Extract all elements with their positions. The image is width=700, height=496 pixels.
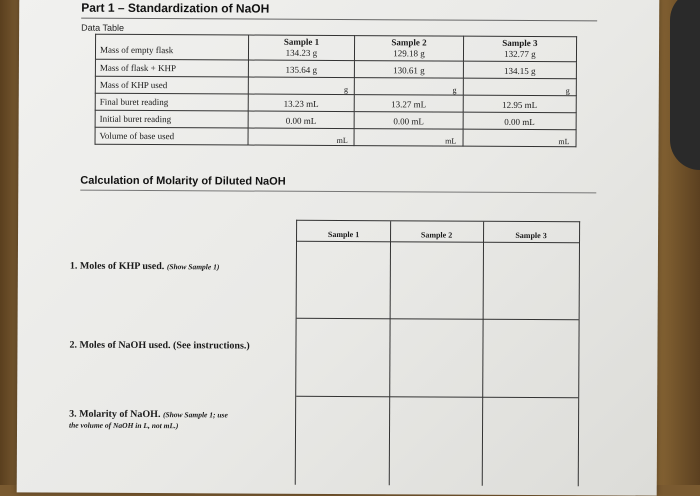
table-value: 0.00 mL xyxy=(285,115,317,126)
unit-label: g xyxy=(565,86,570,96)
table-cell-label: Initial buret reading xyxy=(95,110,248,128)
question-3: 3. Molarity of NaOH. (Show Sample 1; use the volume of NaOH in L, not mL.) xyxy=(69,408,228,431)
table-value: 130.61 g xyxy=(393,65,425,76)
table-value xyxy=(252,133,350,134)
unit-label: mL xyxy=(558,137,570,147)
table-value: 134.23 g xyxy=(285,47,318,58)
table-cell xyxy=(248,128,355,146)
table-row xyxy=(95,59,576,79)
table-cell xyxy=(248,94,355,112)
phone-edge xyxy=(670,0,700,170)
table-cell xyxy=(355,61,464,79)
table-value: 13.27 mL xyxy=(391,99,427,110)
table-value: 134.15 g xyxy=(503,65,536,77)
table-cell xyxy=(248,60,355,78)
part-title: Part 1 – Standardization of NaOH xyxy=(81,0,270,16)
worksheet-page xyxy=(17,0,660,496)
unit-label: g xyxy=(452,85,457,95)
table-cell-label: Final buret reading xyxy=(95,93,248,111)
table-value xyxy=(252,82,350,83)
grid-line xyxy=(297,318,579,320)
calc-header-sample-1: Sample 1 xyxy=(327,229,360,240)
table-row xyxy=(95,127,576,147)
table-cell xyxy=(248,77,355,95)
table-cell xyxy=(463,95,576,113)
table-cell-label: Mass of flask + KHP xyxy=(95,59,248,77)
table-cell xyxy=(463,61,576,79)
grid-line xyxy=(389,221,391,485)
question-1: 1. Moles of KHP used. (Show Sample 1) xyxy=(69,260,220,273)
table-cell xyxy=(463,36,576,62)
table-cell xyxy=(355,78,464,96)
table-value xyxy=(467,134,571,135)
table-cell xyxy=(354,129,463,147)
sample-header: Sample 1 xyxy=(283,36,320,47)
table-value: 0.00 mL xyxy=(504,116,535,128)
calc-header-sample-2: Sample 2 xyxy=(420,230,453,240)
table-value: 135.64 g xyxy=(285,64,318,75)
sample-header: Sample 3 xyxy=(502,37,538,49)
unit-label: mL xyxy=(445,136,457,146)
table-row xyxy=(95,76,576,96)
table-cell xyxy=(248,111,355,129)
unit-label: g xyxy=(344,85,349,95)
data-table xyxy=(95,34,578,148)
table-value xyxy=(468,83,572,84)
calc-header-sample-3: Sample 3 xyxy=(515,230,547,241)
table-cell xyxy=(463,129,576,147)
table-value xyxy=(359,133,458,134)
calculation-title: Calculation of Molarity of Diluted NaOH xyxy=(80,174,286,188)
table-cell-label: Mass of empty flask xyxy=(95,34,248,60)
table-value: 12.95 mL xyxy=(502,99,538,111)
table-cell xyxy=(463,78,576,96)
table-cell xyxy=(463,112,576,130)
table-value: 132.77 g xyxy=(504,48,536,60)
table-value: 13.23 mL xyxy=(283,98,319,109)
table-cell xyxy=(248,35,355,61)
table-cell xyxy=(355,36,464,62)
table-cell-label: Volume of base used xyxy=(95,127,248,145)
grid-line xyxy=(296,396,578,398)
question-2: 2. Moles of NaOH used. (See instructions.) xyxy=(69,339,250,352)
table-row xyxy=(95,93,576,113)
table-cell xyxy=(354,112,463,130)
table-value: 129.18 g xyxy=(393,48,425,59)
table-value xyxy=(359,82,458,83)
sample-header: Sample 2 xyxy=(391,37,427,48)
unit-label: mL xyxy=(336,135,348,146)
data-table-label: Data Table xyxy=(81,22,125,33)
table-row xyxy=(95,110,576,130)
table-cell-label: Mass of KHP used xyxy=(95,76,248,94)
calculation-divider xyxy=(80,190,596,194)
table-cell xyxy=(354,95,463,113)
grid-line xyxy=(297,241,579,243)
calculation-grid xyxy=(295,220,580,486)
table-row xyxy=(95,34,576,62)
grid-line xyxy=(482,222,484,486)
header-divider xyxy=(81,18,597,22)
table-value: 0.00 mL xyxy=(393,116,424,127)
